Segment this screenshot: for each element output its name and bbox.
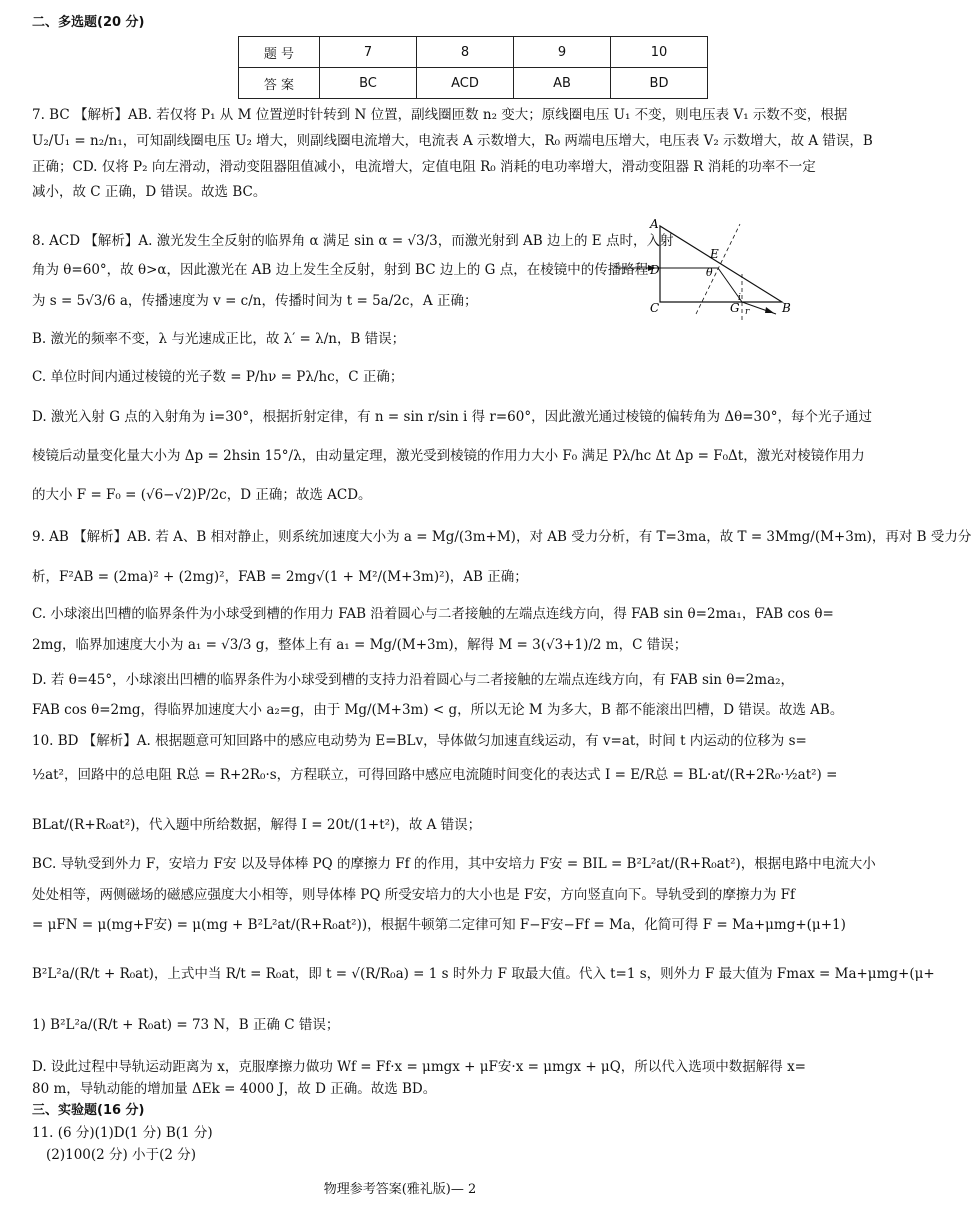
table-row xyxy=(239,37,708,68)
q9-line: FAB cos θ=2mg，得临界加速度大小 a₂=g，由于 Mg/(M+3m) < g，所以无论 M 为多大，B 都不能滚出凹槽，D 错误。故选 AB。 xyxy=(32,702,844,718)
figure-label: G xyxy=(730,301,740,315)
figure-label: E xyxy=(710,247,719,261)
q7-line: 减小，故 C 正确，D 错误。故选 BC。 xyxy=(32,184,267,200)
table-cell: 答 案 xyxy=(239,68,320,99)
q10-line: D. 设此过程中导轨运动距离为 x，克服摩擦力做功 Wf = Ff·x = μmgx + μF安·x = μmgx + μQ，所以代入选项中数据解得 x= xyxy=(32,1059,806,1075)
table-cell: BC xyxy=(320,68,417,99)
q8-line: 为 s = 5√3/6 a，传播速度为 v = c/n，传播时间为 t = 5a/2c，A 正确； xyxy=(32,293,478,309)
q10-line: 80 m，导轨动能的增加量 ΔEk = 4000 J，故 D 正确。故选 BD。 xyxy=(32,1081,437,1097)
table-cell: BD xyxy=(611,68,708,99)
figure-label: D xyxy=(650,263,660,277)
q8-line: 角为 θ=60°，故 θ>α，因此激光在 AB 边上发生全反射，射到 BC 边上的 G 点，在棱镜中的传播路程 xyxy=(32,262,649,278)
q10-line: 1) B²L²a/(R/t + R₀at) = 73 N，B 正确 C 错误； xyxy=(32,1017,340,1033)
q8-line: C. 单位时间内通过棱镜的光子数 = P/hν = Pλ/hc，C 正确； xyxy=(32,369,404,385)
answer-table xyxy=(238,36,708,99)
q11-line: (2)100(2 分) 小于(2 分) xyxy=(46,1147,197,1163)
q9-line: 2mg，临界加速度大小为 a₁ = √3/3 g，整体上有 a₁ = Mg/(M+3m)，解得 M = 3(√3+1)/2 m，C 错误； xyxy=(32,637,688,653)
table-cell: AB xyxy=(514,68,611,99)
figure-label: A xyxy=(650,217,659,231)
q7-line: 正确；CD. 仅将 P₂ 向左滑动，滑动变阻器阻值减小，电流增大，定值电阻 R₀ 消耗的电功率增大，滑动变阻器 R 消耗的功率不一定 xyxy=(32,159,816,175)
q9-line: 析，F²AB = (2ma)² + (2mg)²，FAB = 2mg√(1 + M²/(M+3m)²)，AB 正确； xyxy=(32,569,528,585)
q9-line: D. 若 θ=45°，小球滚出凹槽的临界条件为小球受到槽的支持力沿着圆心与二者接触的左端点连线方向，有 FAB sin θ=2ma₂， xyxy=(32,672,795,688)
q10-line: ½at²，回路中的总电阻 R总 = R+2R₀·s，方程联立，可得回路中感应电流随时间变化的表达式 I = E/R总 = BL·at/(R+2R₀·½at²) = xyxy=(32,767,838,783)
table-row xyxy=(239,68,708,99)
q10-line: 10. BD 【解析】A. 根据题意可知回路中的感应电动势为 E=BLv，导体做匀加速直线运动，有 v=at，时间 t 内运动的位移为 s= xyxy=(32,733,807,749)
figure-label: θ xyxy=(706,266,713,279)
q10-line: 处处相等，两侧磁场的磁感应强度大小相等，则导体棒 PQ 所受安培力的大小也是 F安，方向竖直向下。导轨受到的摩擦力为 Ff xyxy=(32,887,796,903)
figure-label: r xyxy=(745,307,750,317)
section-title-experiment: 三、实验题(16 分) xyxy=(32,1103,145,1118)
q9-line: 9. AB 【解析】AB. 若 A、B 相对静止，则系统加速度大小为 a = Mg/(3m+M)，对 AB 受力分析，有 T=3ma，故 T = 3Mmg/(M+3m)，再对 B 受力分 xyxy=(32,529,971,545)
q9-line: C. 小球滚出凹槽的临界条件为小球受到槽的作用力 FAB 沿着圆心与二者接触的左端点连线方向，得 FAB sin θ=2ma₁，FAB cos θ= xyxy=(32,606,834,622)
table-cell: 9 xyxy=(514,37,611,68)
table-cell: 8 xyxy=(417,37,514,68)
figure-label: B xyxy=(782,301,791,315)
q10-line: = μFN = μ(mg+F安) = μ(mg + B²L²at/(R+R₀at²))，根据牛顿第二定律可知 F−F安−Ff = Ma，化简可得 F = Ma+μmg+(μ+1) xyxy=(32,917,846,933)
q8-line: 棱镜后动量变化量大小为 Δp = 2hsin 15°/λ，由动量定理，激光受到棱镜的作用力大小 F₀ 满足 Pλ/hc Δt Δp = F₀Δt，激光对棱镜作用力 xyxy=(32,448,865,464)
q11-line: 11. (6 分)(1)D(1 分) B(1 分) xyxy=(32,1125,213,1141)
q8-line: D. 激光入射 G 点的入射角为 i=30°，根据折射定律，有 n = sin r/sin i 得 r=60°，因此激光通过棱镜的偏转角为 Δθ=30°，每个光子通过 xyxy=(32,409,872,425)
prism-triangle xyxy=(660,226,782,302)
q7-line: 7. BC 【解析】AB. 若仅将 P₁ 从 M 位置逆时针转到 N 位置，副线圈匝数 n₂ 变大；原线圈电压 U₁ 不变，则电压表 V₁ 示数不变，根据 xyxy=(32,107,848,123)
q8-line: 的大小 F = F₀ = (√6−√2)P/2c，D 正确；故选 ACD。 xyxy=(32,487,372,503)
figure-label: C xyxy=(650,301,660,315)
table-cell: 题 号 xyxy=(239,37,320,68)
q10-line: B²L²a/(R/t + R₀at)，上式中当 R/t = R₀at，即 t = √(R/R₀a) = 1 s 时外力 F 取最大值。代入 t=1 s，则外力 F 最大值为 Fmax = Ma+μmg+(μ+ xyxy=(32,966,935,982)
q8-line: 8. ACD 【解析】A. 激光发生全反射的临界角 α 满足 sin α = √3/3，而激光射到 AB 边上的 E 点时，入射 xyxy=(32,233,674,249)
table-cell: 10 xyxy=(611,37,708,68)
table-cell: ACD xyxy=(417,68,514,99)
q8-line: B. 激光的频率不变，λ 与光速成正比，故 λ′ = λ/n，B 错误； xyxy=(32,331,406,347)
page-footer: 物理参考答案(雅礼版)— 2 xyxy=(323,1182,477,1197)
figure-label: i xyxy=(738,293,741,303)
q7-line: U₂/U₁ = n₂/n₁，可知副线圈电压 U₂ 增大，则副线圈电流增大，电流表 A 示数增大，R₀ 两端电压增大，电压表 V₂ 示数增大，故 A 错误，B xyxy=(32,133,873,149)
q10-line: BC. 导轨受到外力 F，安培力 F安 以及导体棒 PQ 的摩擦力 Ff 的作用，其中安培力 F安 = BIL = B²L²at/(R+R₀at²)，根据电路中电流大小 xyxy=(32,856,876,872)
q10-line: BLat/(R+R₀at²)，代入题中所给数据，解得 I = 20t/(1+t²)，故 A 错误； xyxy=(32,817,482,833)
prism-diagram xyxy=(612,214,792,324)
section-title-multiple-choice: 二、多选题(20 分) xyxy=(32,15,145,30)
table-cell: 7 xyxy=(320,37,417,68)
arrow-icon xyxy=(765,307,774,313)
